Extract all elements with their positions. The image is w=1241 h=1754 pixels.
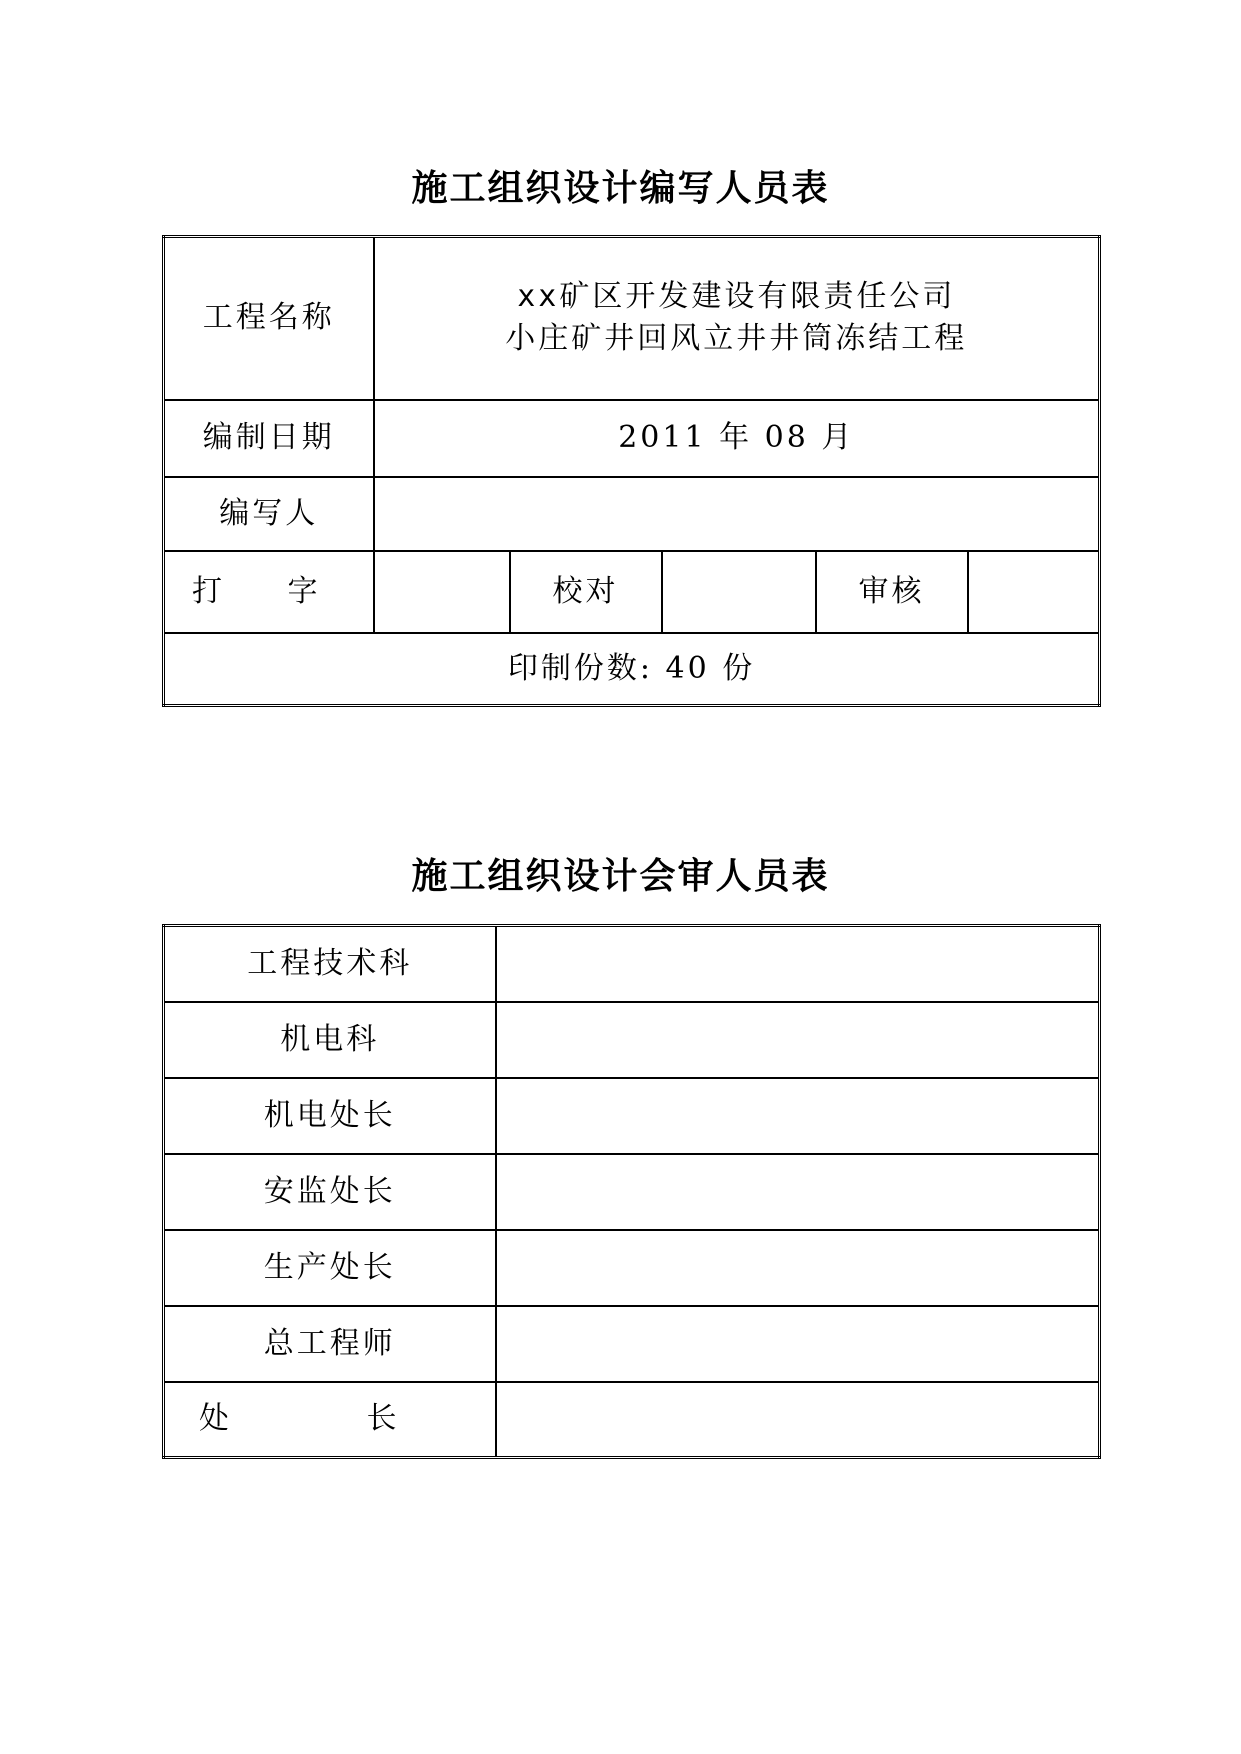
reviewers-table-title: 施工组织设计会审人员表 [411,856,830,897]
proofread-value [662,551,816,633]
author-row [164,477,1100,551]
reviewer-label: 总工程师 [164,1306,496,1382]
typing-value [374,551,510,633]
print-copies-row [164,633,1100,706]
project-name-row [164,237,1100,400]
reviewer-label: 处 长 [164,1382,496,1458]
reviewer-value [496,1306,1100,1382]
reviewer-label: 安监处长 [164,1154,496,1230]
project-name-label: 工程名称 [164,237,374,400]
table-row [164,1002,1100,1078]
table-row [164,1230,1100,1306]
reviewer-label: 机电科 [164,1002,496,1078]
reviewer-value [496,1382,1100,1458]
reviewer-label: 机电处长 [164,1078,496,1154]
reviewer-value [496,1154,1100,1230]
project-name-prefix: xx [517,279,560,315]
table-row [164,1154,1100,1230]
project-name-value [374,237,1100,400]
reviewer-value [496,926,1100,1002]
table-row [164,1078,1100,1154]
reviewer-value [496,1078,1100,1154]
author-label: 编写人 [164,477,374,551]
review-value [968,551,1100,633]
project-name-line2: 小庄矿井回风立井井筒冻结工程 [505,321,968,357]
project-name-line1: 矿区开发建设有限责任公司 [559,279,956,315]
date-row [164,400,1100,477]
reviewer-label: 生产处长 [164,1230,496,1306]
reviewer-value [496,1002,1100,1078]
reviewer-label: 工程技术科 [164,926,496,1002]
author-value [374,477,1100,551]
proofread-label: 校对 [510,551,662,633]
compilers-table-title: 施工组织设计编写人员表 [411,168,830,209]
table-row [164,926,1100,1002]
print-copies: 印制份数: 40 份 [164,633,1100,706]
compilers-table [162,235,1101,707]
date-label: 编制日期 [164,400,374,477]
reviewers-table [162,924,1101,1459]
date-value: 2011 年 08 月 [374,400,1100,477]
signoff-row [164,551,1100,633]
typing-label: 打 字 [164,551,374,633]
table-row [164,1306,1100,1382]
reviewer-value [496,1230,1100,1306]
table-row [164,1382,1100,1458]
review-label: 审核 [816,551,968,633]
